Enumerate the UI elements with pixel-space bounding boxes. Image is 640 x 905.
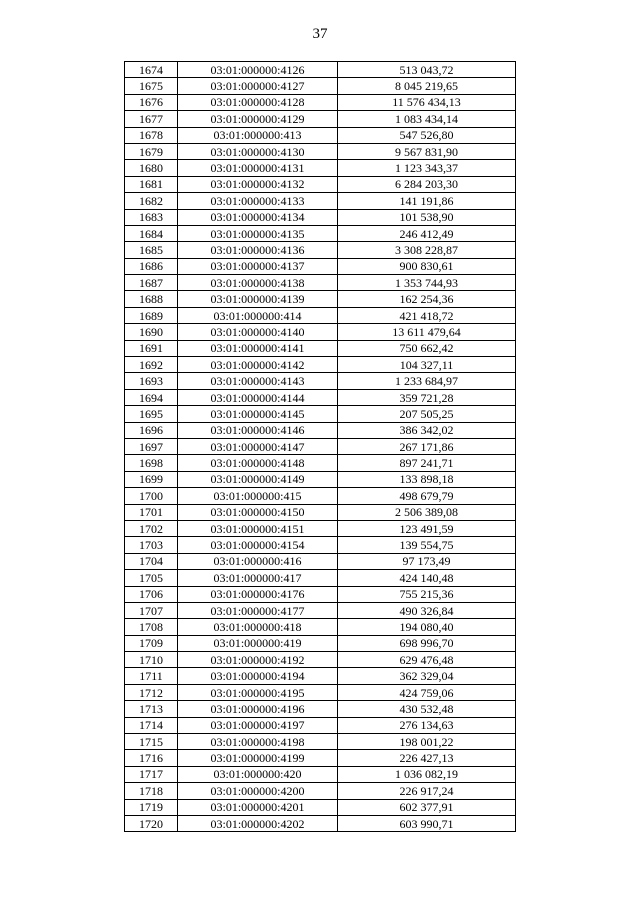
table-row <box>125 357 516 373</box>
cadastral-value-cell: 267 171,86 <box>338 438 516 454</box>
cadastral-value-cell: 1 083 434,14 <box>338 111 516 127</box>
cadastral-value-table <box>124 61 516 832</box>
row-number-cell: 1695 <box>125 406 178 422</box>
row-number-cell: 1682 <box>125 193 178 209</box>
table-row <box>125 455 516 471</box>
row-number-cell: 1678 <box>125 127 178 143</box>
cadastral-value-cell: 1 233 684,97 <box>338 373 516 389</box>
cadastral-value-cell: 141 191,86 <box>338 193 516 209</box>
cadastral-number-cell: 03:01:000000:4147 <box>178 438 338 454</box>
cadastral-value-cell: 897 241,71 <box>338 455 516 471</box>
row-number-cell: 1690 <box>125 324 178 340</box>
cadastral-value-cell: 226 917,24 <box>338 783 516 799</box>
cadastral-value-cell: 547 526,80 <box>338 127 516 143</box>
cadastral-value-cell: 198 001,22 <box>338 734 516 750</box>
cadastral-number-cell: 03:01:000000:4143 <box>178 373 338 389</box>
table-row <box>125 406 516 422</box>
cadastral-number-cell: 03:01:000000:4142 <box>178 357 338 373</box>
table-body <box>125 62 516 832</box>
row-number-cell: 1685 <box>125 242 178 258</box>
row-number-cell: 1674 <box>125 62 178 78</box>
cadastral-number-cell: 03:01:000000:413 <box>178 127 338 143</box>
table-row <box>125 438 516 454</box>
cadastral-value-cell: 9 567 831,90 <box>338 143 516 159</box>
table-row <box>125 815 516 831</box>
cadastral-value-cell: 226 427,13 <box>338 750 516 766</box>
cadastral-number-cell: 03:01:000000:4148 <box>178 455 338 471</box>
cadastral-value-cell: 276 134,63 <box>338 717 516 733</box>
cadastral-number-cell: 03:01:000000:4132 <box>178 176 338 192</box>
row-number-cell: 1705 <box>125 570 178 586</box>
row-number-cell: 1715 <box>125 734 178 750</box>
row-number-cell: 1684 <box>125 225 178 241</box>
cadastral-value-cell: 97 173,49 <box>338 553 516 569</box>
cadastral-number-cell: 03:01:000000:4145 <box>178 406 338 422</box>
table-row <box>125 62 516 78</box>
cadastral-value-cell: 133 898,18 <box>338 471 516 487</box>
row-number-cell: 1688 <box>125 291 178 307</box>
cadastral-number-cell: 03:01:000000:4176 <box>178 586 338 602</box>
cadastral-value-cell: 104 327,11 <box>338 357 516 373</box>
row-number-cell: 1718 <box>125 783 178 799</box>
row-number-cell: 1710 <box>125 652 178 668</box>
row-number-cell: 1719 <box>125 799 178 815</box>
table-row <box>125 488 516 504</box>
cadastral-value-cell: 698 996,70 <box>338 635 516 651</box>
table-row <box>125 783 516 799</box>
table-row <box>125 766 516 782</box>
table-row <box>125 143 516 159</box>
cadastral-value-cell: 123 491,59 <box>338 520 516 536</box>
cadastral-value-cell: 629 476,48 <box>338 652 516 668</box>
row-number-cell: 1696 <box>125 422 178 438</box>
row-number-cell: 1706 <box>125 586 178 602</box>
cadastral-value-cell: 362 329,04 <box>338 668 516 684</box>
table-row <box>125 78 516 94</box>
table-row <box>125 799 516 815</box>
cadastral-number-cell: 03:01:000000:417 <box>178 570 338 586</box>
row-number-cell: 1681 <box>125 176 178 192</box>
cadastral-value-cell: 11 576 434,13 <box>338 94 516 110</box>
row-number-cell: 1692 <box>125 357 178 373</box>
cadastral-value-cell: 13 611 479,64 <box>338 324 516 340</box>
row-number-cell: 1707 <box>125 602 178 618</box>
row-number-cell: 1676 <box>125 94 178 110</box>
cadastral-number-cell: 03:01:000000:4199 <box>178 750 338 766</box>
cadastral-number-cell: 03:01:000000:414 <box>178 307 338 323</box>
cadastral-number-cell: 03:01:000000:4140 <box>178 324 338 340</box>
cadastral-value-cell: 513 043,72 <box>338 62 516 78</box>
row-number-cell: 1687 <box>125 275 178 291</box>
cadastral-number-cell: 03:01:000000:419 <box>178 635 338 651</box>
table-row <box>125 701 516 717</box>
cadastral-number-cell: 03:01:000000:4135 <box>178 225 338 241</box>
row-number-cell: 1675 <box>125 78 178 94</box>
table-row <box>125 242 516 258</box>
cadastral-value-cell: 421 418,72 <box>338 307 516 323</box>
cadastral-number-cell: 03:01:000000:4130 <box>178 143 338 159</box>
page-number: 37 <box>312 26 328 42</box>
row-number-cell: 1709 <box>125 635 178 651</box>
row-number-cell: 1693 <box>125 373 178 389</box>
cadastral-value-cell: 430 532,48 <box>338 701 516 717</box>
cadastral-number-cell: 03:01:000000:4133 <box>178 193 338 209</box>
table-row <box>125 750 516 766</box>
cadastral-number-cell: 03:01:000000:4150 <box>178 504 338 520</box>
table-row <box>125 389 516 405</box>
cadastral-number-cell: 03:01:000000:4154 <box>178 537 338 553</box>
cadastral-number-cell: 03:01:000000:4177 <box>178 602 338 618</box>
cadastral-number-cell: 03:01:000000:4146 <box>178 422 338 438</box>
table-row <box>125 684 516 700</box>
cadastral-number-cell: 03:01:000000:4126 <box>178 62 338 78</box>
row-number-cell: 1677 <box>125 111 178 127</box>
cadastral-number-cell: 03:01:000000:4141 <box>178 340 338 356</box>
table-row <box>125 193 516 209</box>
cadastral-number-cell: 03:01:000000:4197 <box>178 717 338 733</box>
cadastral-value-cell: 194 080,40 <box>338 619 516 635</box>
table-row <box>125 471 516 487</box>
table-row <box>125 225 516 241</box>
table-row <box>125 275 516 291</box>
cadastral-value-cell: 424 759,06 <box>338 684 516 700</box>
row-number-cell: 1720 <box>125 815 178 831</box>
cadastral-number-cell: 03:01:000000:420 <box>178 766 338 782</box>
table-row <box>125 635 516 651</box>
table-row <box>125 520 516 536</box>
table-row <box>125 291 516 307</box>
cadastral-value-cell: 8 045 219,65 <box>338 78 516 94</box>
cadastral-value-cell: 386 342,02 <box>338 422 516 438</box>
table-row <box>125 373 516 389</box>
cadastral-value-cell: 424 140,48 <box>338 570 516 586</box>
row-number-cell: 1701 <box>125 504 178 520</box>
row-number-cell: 1694 <box>125 389 178 405</box>
table-row <box>125 258 516 274</box>
table-row <box>125 422 516 438</box>
row-number-cell: 1704 <box>125 553 178 569</box>
cadastral-number-cell: 03:01:000000:4129 <box>178 111 338 127</box>
cadastral-value-cell: 1 123 343,37 <box>338 160 516 176</box>
row-number-cell: 1713 <box>125 701 178 717</box>
cadastral-value-cell: 101 538,90 <box>338 209 516 225</box>
table-row <box>125 340 516 356</box>
cadastral-number-cell: 03:01:000000:4128 <box>178 94 338 110</box>
cadastral-number-cell: 03:01:000000:415 <box>178 488 338 504</box>
table-row <box>125 504 516 520</box>
cadastral-value-cell: 498 679,79 <box>338 488 516 504</box>
row-number-cell: 1714 <box>125 717 178 733</box>
cadastral-number-cell: 03:01:000000:4144 <box>178 389 338 405</box>
row-number-cell: 1699 <box>125 471 178 487</box>
cadastral-number-cell: 03:01:000000:4139 <box>178 291 338 307</box>
cadastral-number-cell: 03:01:000000:4195 <box>178 684 338 700</box>
row-number-cell: 1683 <box>125 209 178 225</box>
cadastral-number-cell: 03:01:000000:4198 <box>178 734 338 750</box>
cadastral-number-cell: 03:01:000000:416 <box>178 553 338 569</box>
table-row <box>125 570 516 586</box>
table-row <box>125 553 516 569</box>
cadastral-value-cell: 755 215,36 <box>338 586 516 602</box>
cadastral-value-cell: 602 377,91 <box>338 799 516 815</box>
table-row <box>125 111 516 127</box>
table-row <box>125 94 516 110</box>
table-row <box>125 160 516 176</box>
row-number-cell: 1716 <box>125 750 178 766</box>
table-row <box>125 668 516 684</box>
cadastral-number-cell: 03:01:000000:418 <box>178 619 338 635</box>
table-row <box>125 127 516 143</box>
cadastral-number-cell: 03:01:000000:4138 <box>178 275 338 291</box>
row-number-cell: 1712 <box>125 684 178 700</box>
cadastral-number-cell: 03:01:000000:4201 <box>178 799 338 815</box>
row-number-cell: 1679 <box>125 143 178 159</box>
table-row <box>125 734 516 750</box>
cadastral-value-cell: 603 990,71 <box>338 815 516 831</box>
cadastral-number-cell: 03:01:000000:4137 <box>178 258 338 274</box>
cadastral-value-cell: 359 721,28 <box>338 389 516 405</box>
cadastral-number-cell: 03:01:000000:4131 <box>178 160 338 176</box>
row-number-cell: 1711 <box>125 668 178 684</box>
table-row <box>125 652 516 668</box>
row-number-cell: 1708 <box>125 619 178 635</box>
cadastral-value-cell: 900 830,61 <box>338 258 516 274</box>
row-number-cell: 1680 <box>125 160 178 176</box>
cadastral-value-cell: 139 554,75 <box>338 537 516 553</box>
row-number-cell: 1698 <box>125 455 178 471</box>
cadastral-value-cell: 2 506 389,08 <box>338 504 516 520</box>
table-row <box>125 307 516 323</box>
cadastral-number-cell: 03:01:000000:4200 <box>178 783 338 799</box>
table-row <box>125 717 516 733</box>
cadastral-value-cell: 3 308 228,87 <box>338 242 516 258</box>
table-row <box>125 586 516 602</box>
row-number-cell: 1702 <box>125 520 178 536</box>
row-number-cell: 1700 <box>125 488 178 504</box>
cadastral-number-cell: 03:01:000000:4192 <box>178 652 338 668</box>
cadastral-number-cell: 03:01:000000:4202 <box>178 815 338 831</box>
cadastral-value-cell: 490 326,84 <box>338 602 516 618</box>
cadastral-value-cell: 1 036 082,19 <box>338 766 516 782</box>
cadastral-number-cell: 03:01:000000:4194 <box>178 668 338 684</box>
row-number-cell: 1689 <box>125 307 178 323</box>
cadastral-number-cell: 03:01:000000:4149 <box>178 471 338 487</box>
cadastral-number-cell: 03:01:000000:4127 <box>178 78 338 94</box>
table-row <box>125 602 516 618</box>
cadastral-number-cell: 03:01:000000:4136 <box>178 242 338 258</box>
cadastral-number-cell: 03:01:000000:4196 <box>178 701 338 717</box>
row-number-cell: 1697 <box>125 438 178 454</box>
row-number-cell: 1686 <box>125 258 178 274</box>
row-number-cell: 1691 <box>125 340 178 356</box>
cadastral-value-cell: 162 254,36 <box>338 291 516 307</box>
table-row <box>125 537 516 553</box>
cadastral-value-cell: 207 505,25 <box>338 406 516 422</box>
table-row <box>125 209 516 225</box>
table-row <box>125 176 516 192</box>
cadastral-value-cell: 1 353 744,93 <box>338 275 516 291</box>
row-number-cell: 1717 <box>125 766 178 782</box>
cadastral-value-cell: 6 284 203,30 <box>338 176 516 192</box>
cadastral-value-cell: 750 662,42 <box>338 340 516 356</box>
table-row <box>125 619 516 635</box>
table-row <box>125 324 516 340</box>
cadastral-number-cell: 03:01:000000:4151 <box>178 520 338 536</box>
cadastral-number-cell: 03:01:000000:4134 <box>178 209 338 225</box>
row-number-cell: 1703 <box>125 537 178 553</box>
cadastral-value-cell: 246 412,49 <box>338 225 516 241</box>
